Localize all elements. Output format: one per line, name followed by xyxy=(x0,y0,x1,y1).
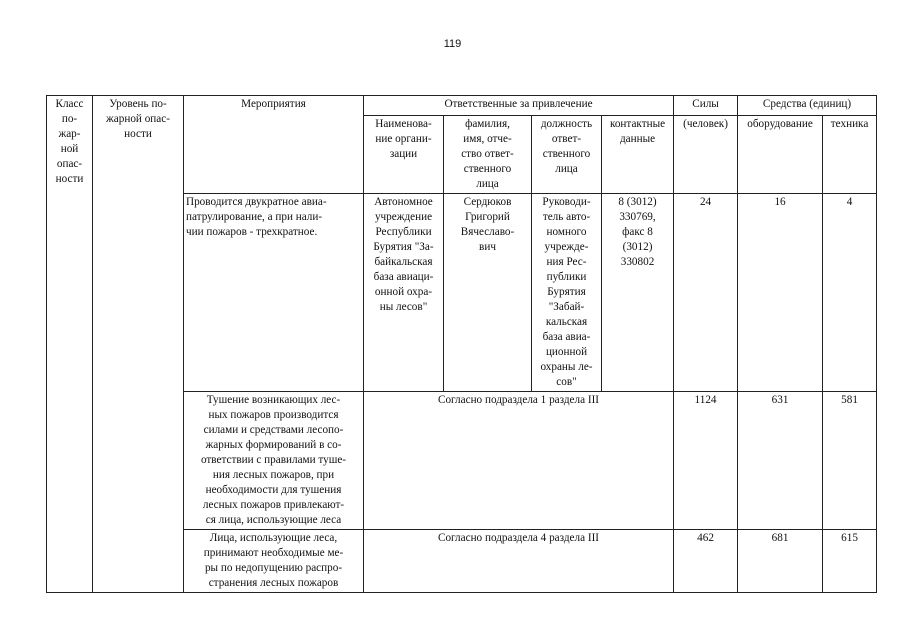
fire-danger-table xyxy=(46,95,877,593)
header-row-1 xyxy=(47,96,877,116)
row1-position: Руководи- тель авто- номного учрежде- ния Рес- публики Бурятия "Забай- кальская база авиа- ционной охраны ле- сов" xyxy=(532,194,602,392)
row2-measure: Тушение возникающих лес- ных пожаров производится силами и средствами лесопо- жарных формирований в со- ответствии с правилами туше- ния лесных пожаров, при необходимости для тушения лесных пожаров привлекают- ся лица, использующие леса xyxy=(184,392,364,530)
row3-measure: Лица, использующие леса, принимают необходимые ме- ры по недопущению распро- странения лесных пожаров xyxy=(184,530,364,593)
row1-fio: Сердюков Григорий Вячеславо- вич xyxy=(444,194,532,392)
page-number: 119 xyxy=(443,38,462,50)
row2-machinery: 581 xyxy=(823,392,877,530)
header-machinery: техника xyxy=(823,116,877,194)
header-measures: Мероприятия xyxy=(184,96,364,194)
row1-measure: Проводится двукратное авиа- патрулирование, а при нали- чии пожаров - трехкратное. xyxy=(184,194,364,392)
row1-org: Автономное учреждение Республики Бурятия "За- байкальская база авиаци- онной охра- ны лесов" xyxy=(364,194,444,392)
row2-people: 1124 xyxy=(674,392,738,530)
row3-machinery: 615 xyxy=(823,530,877,593)
row3-equipment: 681 xyxy=(738,530,823,593)
header-responsible: Ответственные за привлечение xyxy=(364,96,674,116)
row3-people: 462 xyxy=(674,530,738,593)
header-position: должность ответ- ственного лица xyxy=(532,116,602,194)
header-level: Уровень по- жарной опас- ности xyxy=(93,96,184,593)
row2-reference: Согласно подраздела 1 раздела III xyxy=(364,392,674,530)
header-fio: фамилия, имя, отче- ство ответ- ственного лица xyxy=(444,116,532,194)
header-means: Средства (единиц) xyxy=(738,96,877,116)
row1-machinery: 4 xyxy=(823,194,877,392)
header-people: (человек) xyxy=(674,116,738,194)
header-equipment: оборудование xyxy=(738,116,823,194)
row1-people: 24 xyxy=(674,194,738,392)
row3-reference: Согласно подраздела 4 раздела III xyxy=(364,530,674,593)
row1-equipment: 16 xyxy=(738,194,823,392)
header-org-name: Наименова- ние органи- зации xyxy=(364,116,444,194)
header-class: Класс по- жар- ной опас- ности xyxy=(47,96,93,593)
row1-contacts: 8 (3012) 330769, факс 8 (3012) 330802 xyxy=(602,194,674,392)
row2-equipment: 631 xyxy=(738,392,823,530)
header-contacts: контактные данные xyxy=(602,116,674,194)
header-forces: Силы xyxy=(674,96,738,116)
